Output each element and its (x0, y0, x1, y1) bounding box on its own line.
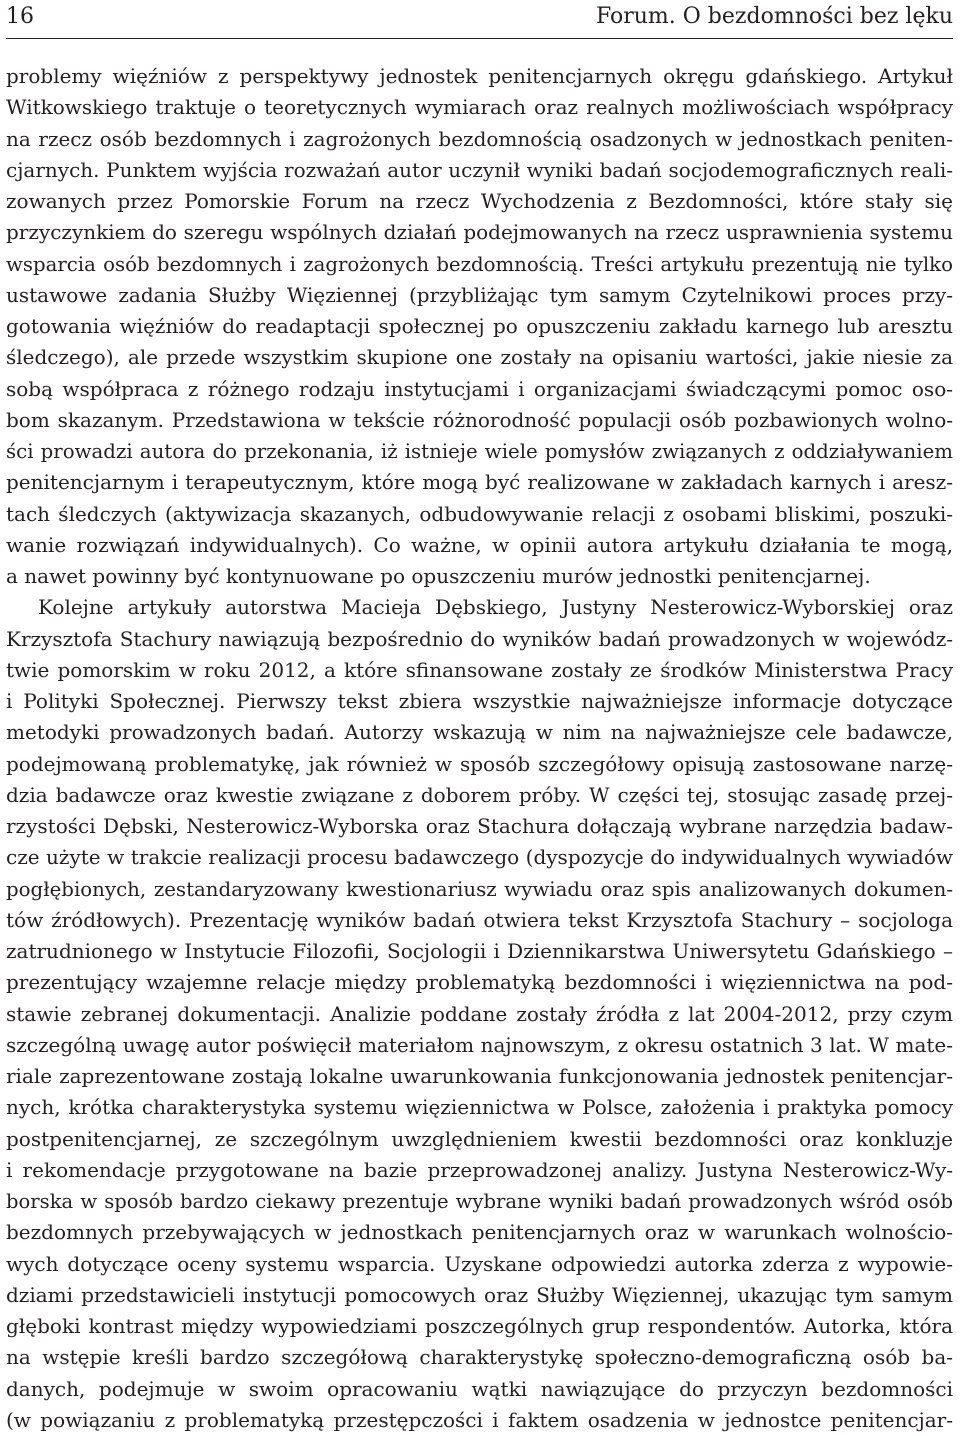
text-line: problemy więźniów z perspektywy jednostek penitencjarnych okręgu gdańskiego. Artykuł (6, 64, 953, 88)
text-line: śledczego), ale przede wszystkim skupione one zostały na opisaniu wartości, jakie niesie za (6, 345, 953, 370)
text-line: Krzysztofa Stachury nawiązują bezpośrednio do wyników badań prowadzonych w wojewódz- (6, 626, 953, 651)
text-line: pogłębionych, zestandaryzowany kwestionariusz wywiadu oraz spis analizowanych dokumen- (6, 877, 953, 901)
text-line: i Polityki Społecznej. Pierwszy tekst zbiera wszystkie najważniejsze informacje dotyczące (6, 689, 953, 713)
text-line: podejmowaną problematykę, jak również w sposób szczegółowy opisują zastosowane narzę- (6, 751, 953, 776)
text-line: zatrudnionego w Instytucie Filozofii, Socjologii i Dziennikarstwa Uniwersytetu Gdańskiego – (6, 939, 953, 963)
text-line: na wstępie kreśli bardzo szczegółową charakterystykę społeczno-demograficzną osób ba- (6, 1345, 953, 1370)
text-line: Kolejne artykuły autorstwa Macieja Dębskiego, Justyny Nesterowicz-Wyborskiej oraz (38, 595, 953, 620)
paragraph (6, 592, 953, 1436)
text-line: dzia badawcze oraz kwestie związane z doborem próby. W części tej, stosując zasadę przej- (6, 782, 953, 807)
text-line: danych, podejmuje w swoim opracowaniu wątki nawiązujące do przyczyn bezdomności (6, 1376, 953, 1401)
text-line: ustawowe zadania Służby Więziennej (przybliżając tym samym Czytelnikowi proces przy- (6, 282, 953, 307)
running-header (6, 2, 953, 32)
text-line: dziami przedstawicieli instytucji pomocowych oraz Służby Więziennej, ukazując tym samym (6, 1282, 953, 1307)
text-line: stawie zebranej dokumentacji. Analizie poddane zostały źródła z lat 2004-2012, przy czym (6, 1001, 953, 1026)
text-line: głęboki kontrast między wypowiedziami poszczególnych grup respondentów. Autorka, która (6, 1314, 953, 1338)
journal-title: Forum. O bezdomności bez lęku (595, 4, 953, 29)
text-line: tów źródłowych). Prezentację wyników badań otwiera tekst Krzysztofa Stachury – socjologa (6, 907, 953, 932)
text-line: twie pomorskim w roku 2012, a które sfinansowane zostały ze środków Ministerstwa Pracy (6, 657, 953, 682)
body-text (6, 61, 953, 1436)
text-line: (w powiązaniu z problematyką przestępczości i faktem osadzenia w jednostce penitencjar- (6, 1407, 953, 1432)
text-line: riale zaprezentowane zostają lokalne uwarunkowania funkcjonowania jednostek penitencjar- (6, 1064, 953, 1088)
text-line: borska w sposób bardzo ciekawy prezentuje wybrane wyniki badań prowadzonych wśród osób (6, 1190, 953, 1213)
text-line: penitencjarnym i terapeutycznym, które mogą być realizowane w zakładach karnych i aresz- (6, 470, 953, 495)
text-line: cze użyte w trakcie realizacji procesu badawczego (dyspozycje do indywidualnych wywiadów (6, 845, 953, 870)
text-line: wanie rozwiązań indywidualnych). Co ważne, w opinii autora artykułu działania te mogą, (6, 532, 953, 557)
text-line: gotowania więźniów do readaptacji społecznej po opuszczeniu zakładu karnego lub aresztu (6, 314, 953, 338)
text-line: wsparcia osób bezdomnych i zagrożonych bezdomnością. Treści artykułu prezentują nie tylko (6, 252, 953, 276)
paragraph (6, 61, 953, 592)
text-line: bezdomnych przebywających w jednostkach penitencjarnych oraz w warunkach wolnościo- (6, 1220, 953, 1245)
text-line: na rzecz osób bezdomnych i zagrożonych bezdomnością osadzonych w jednostkach peniten- (6, 126, 953, 151)
text-line: wych dotyczące oceny systemu wsparcia. Uzyskane odpowiedzi autorka zderza z wypowie- (6, 1251, 953, 1276)
text-line: metodyki prowadzonych badań. Autorzy wskazują w nim na najważniejsze cele badawcze, (6, 720, 953, 745)
text-line: cjarnych. Punktem wyjścia rozważań autor uczynił wyniki badań socjodemograficznych reali- (6, 157, 953, 182)
text-line: ści prowadzi autora do przekonania, iż istnieje wiele pomysłów związanych z oddziaływaniem (6, 440, 953, 463)
header-rule (6, 38, 953, 39)
text-line: a nawet powinny być kontynuowane po opuszczeniu murów jednostki penitencjarnej. (6, 564, 871, 588)
text-line: rzystości Dębski, Nesterowicz-Wyborska oraz Stachura dołączają wybrane narzędzia badaw- (6, 814, 953, 838)
text-line: bom skazanym. Przedstawiona w tekście różnorodność populacji osób pozbawionych wolno- (6, 407, 953, 432)
text-line: przyczynkiem do szeregu wspólnych działań podejmowanych na rzecz usprawnienia systemu (6, 220, 953, 245)
text-line: prezentujący wzajemne relacje między problematyką bezdomności i więziennictwa na pod- (6, 970, 953, 995)
text-line: nych, krótka charakterystyka systemu więziennictwa w Polsce, założenia i praktyka pomocy (6, 1095, 953, 1120)
text-line: postpenitencjarnej, ze szczególnym uwzględnieniem kwestii bezdomności oraz konkluzje (6, 1126, 953, 1151)
text-line: tach śledczych (aktywizacja skazanych, odbudowywanie relacji z osobami bliskimi, poszuki- (6, 501, 953, 526)
text-line: Witkowskiego traktuje o teoretycznych wymiarach oraz realnych możliwościach współpracy (6, 95, 953, 120)
text-line: szczególną uwagę autor poświęcił materiałom najnowszym, z okresu ostatnich 3 lat. W mate- (6, 1032, 953, 1057)
page-number: 16 (6, 4, 34, 29)
text-line: zowanych przez Pomorskie Forum na rzecz Wychodzenia z Bezdomności, które stały się (6, 189, 953, 213)
text-line: sobą współpraca z różnego rodzaju instytucjami i organizacjami świadczącymi pomoc oso- (6, 376, 953, 401)
text-line: i rekomendacje przygotowane na bazie przeprowadzonej analizy. Justyna Nesterowicz-Wy- (6, 1157, 953, 1182)
